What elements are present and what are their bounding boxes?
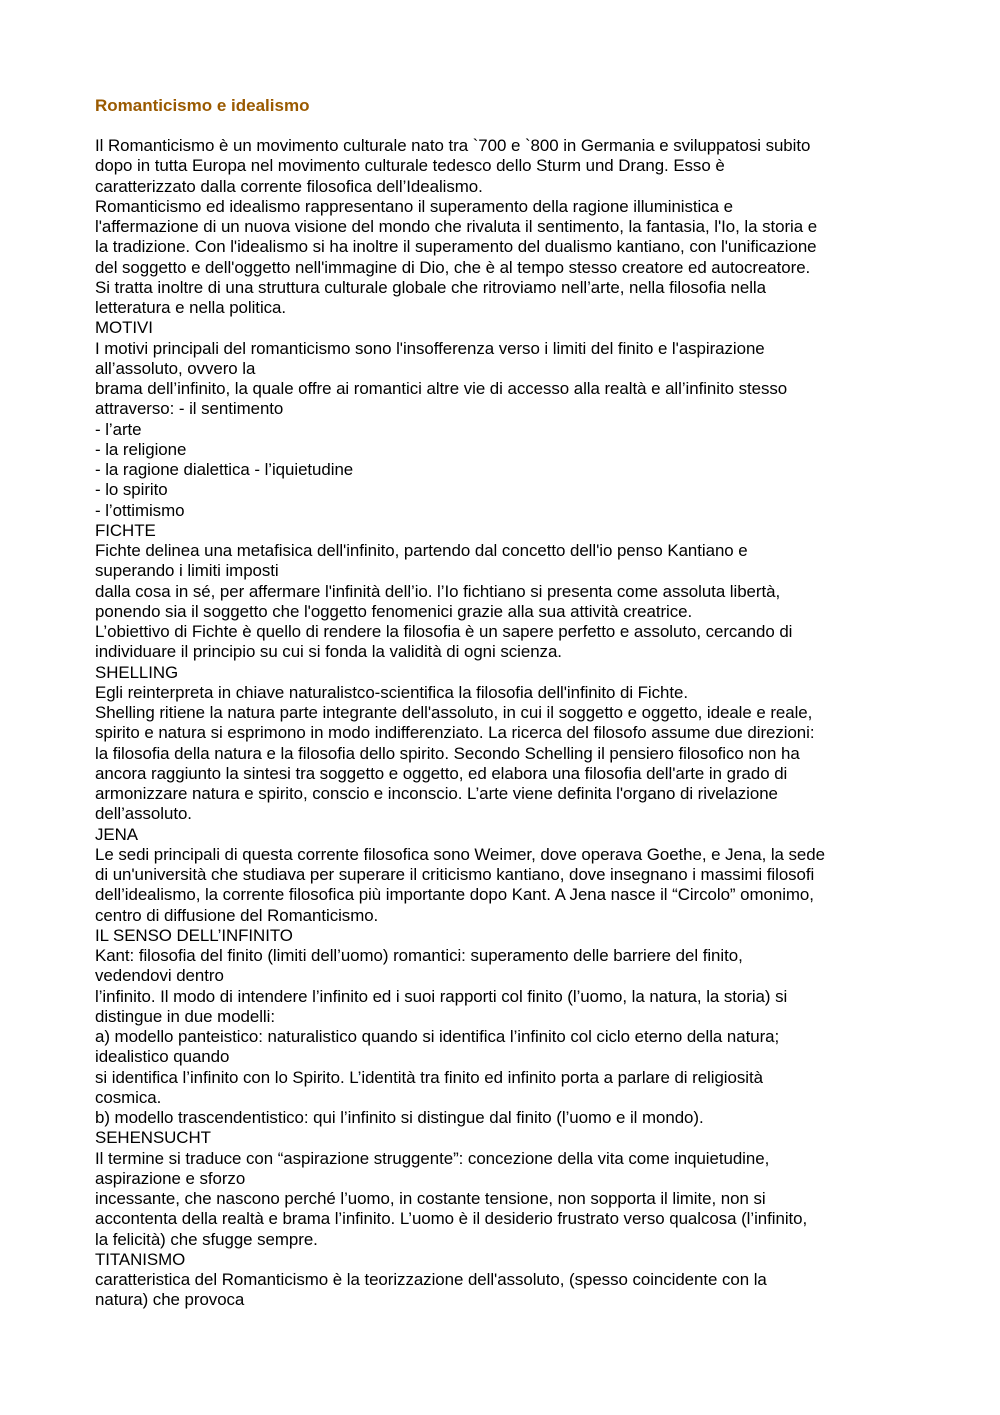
- text-line: accontenta della realtà e brama l’infinito. L’uomo è il desiderio frustrato verso qualcosa (l’infinito,: [95, 1209, 808, 1229]
- text-line: dalla cosa in sé, per affermare l'infinità dell’io. l’Io fichtiano si presenta come assoluta libertà,: [95, 581, 781, 601]
- text-line: b) modello trascendentistico: qui l’infinito si distingue dal finito (l’uomo e il mondo).: [95, 1108, 704, 1127]
- text-line: SHELLING: [95, 662, 179, 682]
- text-line: cosmica.: [95, 1087, 162, 1107]
- text-line: armonizzare natura e spirito, conscio e inconscio. L’arte viene definita l'organo di rivelazione: [95, 784, 778, 803]
- text-line: MOTIVI: [95, 318, 153, 338]
- text-line: Kant: filosofia del finito (limiti dell’uomo) romantici: superamento delle barriere del finito,: [95, 946, 743, 965]
- text-line: superando i limiti imposti: [95, 561, 279, 581]
- text-line: Fichte delinea una metafisica dell'infinito, partendo dal concetto dell'io penso Kantiano e: [95, 541, 748, 560]
- text-line: l’infinito. Il modo di intendere l’infinito ed i suoi rapporti col finito (l’uomo, la natura, la storia) si: [95, 986, 788, 1006]
- text-line: Shelling ritiene la natura parte integrante dell'assoluto, in cui il soggetto e oggetto, ideale e reale,: [95, 703, 813, 722]
- text-line: spirito e natura si esprimono in modo indifferenziato. La ricerca del filosofo assume due direzioni:: [95, 723, 815, 743]
- text-line: dopo in tutta Europa nel movimento culturale tedesco dello Sturm und Drang. Esso è: [95, 156, 725, 176]
- text-line: - l’arte: [95, 419, 142, 439]
- text-line: incessante, che nascono perché l’uomo, in costante tensione, non sopporta il limite, non si: [95, 1189, 766, 1208]
- text-line: di un'università che studiava per superare il criticismo kantiano, dove insegnano i massimi filosofi: [95, 865, 815, 884]
- text-line: distingue in due modelli:: [95, 1006, 275, 1026]
- text-line: SEHENSUCHT: [95, 1128, 211, 1148]
- text-line: Romanticismo ed idealismo rappresentano il superamento della ragione illuministica e: [95, 196, 733, 216]
- text-line: IL SENSO DELL’INFINITO: [95, 925, 293, 945]
- text-line: Egli reinterpreta in chiave naturalistco-scientifica la filosofia dell'infinito di Fichte.: [95, 682, 688, 702]
- text-line: Le sedi principali di questa corrente filosofica sono Weimer, dove operava Goethe, e Jena, la sede: [95, 844, 825, 864]
- text-line: ancora raggiunto la sintesi tra soggetto e oggetto, ed elabora una filosofia dell'arte in grado di: [95, 763, 788, 783]
- text-line: caratteristica del Romanticismo è la teorizzazione dell'assoluto, (spesso coincidente con la: [95, 1270, 767, 1289]
- text-line: dell’idealismo, la corrente filosofica più importante dopo Kant. A Jena nasce il “Circolo” omonimo,: [95, 885, 814, 905]
- text-line: FICHTE: [95, 520, 156, 540]
- document-title: Romanticismo e idealismo: [95, 96, 310, 115]
- text-line: la filosofia della natura e la filosofia dello spirito. Secondo Schelling il pensiero filosofico non ha: [95, 743, 800, 763]
- text-line: si identifica l’infinito con lo Spirito. L’identità tra finito ed infinito porta a parlare di religiosità: [95, 1067, 763, 1087]
- text-line: L’obiettivo di Fichte è quello di rendere la filosofia è un sapere perfetto e assoluto, cercando di: [95, 622, 793, 641]
- text-line: individuare il principio su cui si fonda la validità di ogni scienza.: [95, 642, 562, 662]
- text-line: I motivi principali del romanticismo sono l'insofferenza verso i limiti del finito e l'aspirazione: [95, 338, 765, 358]
- text-line: ponendo sia il soggetto che l'oggetto fenomenici grazie alla sua attività creatrice.: [95, 601, 693, 621]
- text-line: la tradizione. Con l'idealismo si ha inoltre il superamento del dualismo kantiano, con l'unificazione: [95, 237, 817, 257]
- text-line: - la religione: [95, 439, 187, 459]
- text-line: letteratura e nella politica.: [95, 298, 287, 317]
- text-line: dell’assoluto.: [95, 804, 192, 824]
- text-line: JENA: [95, 824, 138, 844]
- text-line: la felicità) che sfugge sempre.: [95, 1229, 318, 1249]
- text-line: - l’ottimismo: [95, 500, 185, 520]
- text-line: Si tratta inoltre di una struttura culturale globale che ritroviamo nell’arte, nella filosofia nella: [95, 277, 766, 297]
- text-line: caratterizzato dalla corrente filosofica dell’Idealismo.: [95, 176, 483, 196]
- text-line: - lo spirito: [95, 480, 168, 500]
- text-line: a) modello panteistico: naturalistico quando si identifica l’infinito col ciclo eterno della natura;: [95, 1027, 780, 1046]
- text-line: Il Romanticismo è un movimento culturale nato tra `700 e `800 in Germania e sviluppatosi subito: [95, 136, 811, 155]
- text-line: vedendovi dentro: [95, 966, 224, 986]
- text-line: l'affermazione di un nuova visione del mondo che rivaluta il sentimento, la fantasia, l'Io, la storia e: [95, 217, 818, 236]
- text-line: aspirazione e sforzo: [95, 1168, 246, 1188]
- text-line: Il termine si traduce con “aspirazione struggente”: concezione della vita come inquietudine,: [95, 1148, 770, 1168]
- text-line: idealistico quando: [95, 1047, 230, 1067]
- document-body: [95, 136, 910, 1311]
- text-line: centro di diffusione del Romanticismo.: [95, 905, 379, 925]
- text-line: TITANISMO: [95, 1249, 186, 1269]
- text-line: all’assoluto, ovvero la: [95, 358, 256, 378]
- document-page: [95, 95, 910, 1311]
- text-line: del soggetto e dell'oggetto nell'immagine di Dio, che è al tempo stesso creatore ed autocreatore.: [95, 257, 811, 277]
- text-line: attraverso: - il sentimento: [95, 399, 284, 419]
- text-line: - la ragione dialettica - l’iquietudine: [95, 460, 354, 479]
- text-line: natura) che provoca: [95, 1290, 245, 1310]
- text-line: brama dell’infinito, la quale offre ai romantici altre vie di accesso alla realtà e all’infinito stesso: [95, 379, 788, 398]
